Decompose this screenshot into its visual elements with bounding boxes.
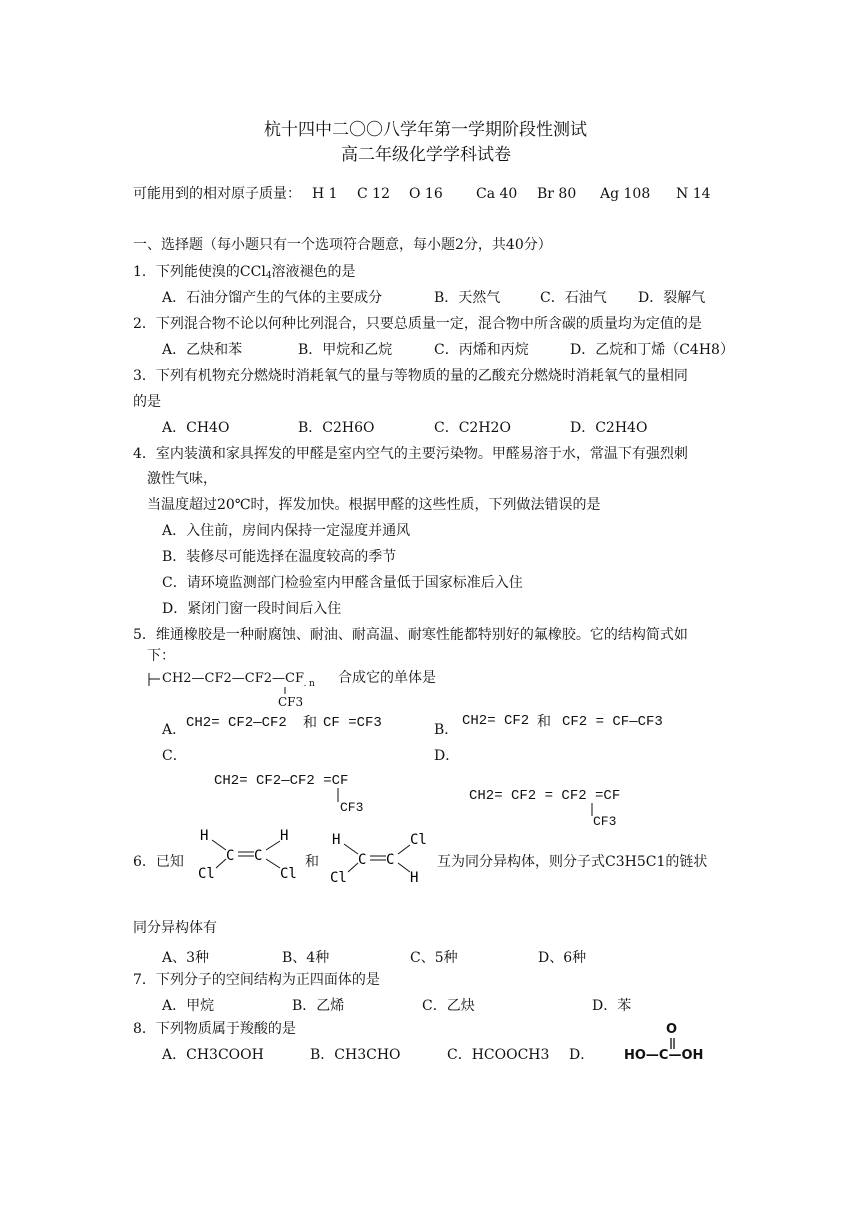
q3-stem-line1: 3．下列有机物充分燃烧时消耗氧气的量与等物质的量的乙酸充分燃烧时消耗氧气的量相同 <box>133 368 688 384</box>
q4-stem-line2: 激性气味， <box>147 471 217 487</box>
q1-option-d: D．裂解气 <box>638 290 706 306</box>
q4-option-c: C．请环境监测部门检验室内甲醛含量低于国家标准后入住 <box>162 575 523 591</box>
svg-text:H: H <box>332 832 341 848</box>
q5-option-a-and: 和 <box>303 715 317 731</box>
atomic-mass-o: O 16 <box>409 186 443 202</box>
q2-option-c: C．丙烯和丙烷 <box>434 342 529 358</box>
q5-option-b-label: B． <box>434 722 459 738</box>
atomic-mass-br: Br 80 <box>537 186 577 202</box>
svg-text:C: C <box>254 848 263 864</box>
svg-text:Cl: Cl <box>280 866 297 882</box>
q7-option-a: A．甲烷 <box>162 998 215 1014</box>
q8-option-c: C．HCOOCH3 <box>447 1047 550 1063</box>
atomic-mass-ca: Ca 40 <box>476 186 518 202</box>
q8-option-d-formula: HO—C—OH <box>624 1048 704 1063</box>
q1-option-c: C．石油气 <box>540 290 607 306</box>
q6-prefix: 6．已知 <box>133 854 184 870</box>
q3-option-c: C．C2H2O <box>434 420 511 436</box>
q5-option-d-formula: CH2= CF2 = CF2 =CF <box>469 788 621 804</box>
q5-option-c-branch: CF3 <box>340 800 364 815</box>
q6-trans-structure <box>328 830 436 890</box>
atomic-mass-ag: Ag 108 <box>600 186 651 202</box>
q5-option-a-formula1: CH2= CF2—CF2 <box>186 715 287 731</box>
svg-text:H: H <box>280 828 289 844</box>
q5-stem-line1: 5．维通橡胶是一种耐腐蚀、耐油、耐高温、耐寒性能都特别好的氟橡胶。它的结构简式如 <box>133 627 688 643</box>
q4-option-d: D．紧闭门窗一段时间后入住 <box>162 601 342 617</box>
q6-option-c: C、5种 <box>410 950 458 966</box>
q5-option-a-formula2: CF =CF3 <box>323 715 382 731</box>
q6-option-d: D、6种 <box>538 950 587 966</box>
svg-text:H: H <box>410 870 419 886</box>
q3-option-b: B．C2H6O <box>298 420 375 436</box>
svg-text:Cl: Cl <box>410 832 427 848</box>
q6-stem-line2: 同分异构体有 <box>133 920 217 936</box>
q5-option-c-formula: CH2= CF2—CF2 =CF <box>214 773 349 789</box>
atomic-mass-n: N 14 <box>676 186 711 202</box>
q4-option-a: A．入住前，房间内保持一定湿度并通风 <box>162 523 411 539</box>
q5-option-b-formula1: CH2= CF2 <box>462 713 530 729</box>
q4-stem-line3: 当温度超过20℃时，挥发加快。根据甲醛的这些性质，下列做法错误的是 <box>147 497 601 513</box>
q5-option-d-branch: CF3 <box>593 814 617 829</box>
q1-option-b: B．天然气 <box>434 290 501 306</box>
q2-stem: 2．下列混合物不论以何种比列混合，只要总质量一定，混合物中所含碳的质量均为定值的是 <box>133 316 702 332</box>
q5-monomer-question: 合成它的单体是 <box>338 670 436 686</box>
q6-cis-structure <box>196 826 306 886</box>
q7-option-b: B．乙烯 <box>292 998 345 1014</box>
q7-stem: 7．下列分子的空间结构为正四面体的是 <box>133 972 380 988</box>
svg-text:Cl: Cl <box>330 870 347 886</box>
q1-stem: 1．下列能使溴的CCl$_4$溶液褪色的是 <box>133 264 356 281</box>
svg-text:C: C <box>358 852 367 868</box>
q8-option-a: A．CH3COOH <box>162 1047 264 1063</box>
q7-option-c: C．乙炔 <box>422 998 475 1014</box>
q6-suffix: 互为同分异构体，则分子式C3H5C1的链状 <box>437 854 708 870</box>
q5-polymer-chain: CH2—CF2—CF2—CF <box>162 671 304 686</box>
q5-option-b-and: 和 <box>537 714 551 730</box>
q3-option-a: A．CH4O <box>162 420 230 436</box>
svg-text:C: C <box>226 848 235 864</box>
q3-stem-line2: 的是 <box>133 394 161 410</box>
q5-option-d-label: D． <box>434 748 460 764</box>
q5-stem-line2: 下： <box>147 648 175 664</box>
q2-option-d: D．乙烷和丁烯（C4H8） <box>570 342 734 358</box>
q8-stem: 8．下列物质属于羧酸的是 <box>133 1021 296 1037</box>
q5-option-a-label: A． <box>162 722 187 738</box>
q8-option-d-oxygen: O <box>666 1022 678 1037</box>
svg-text:Cl: Cl <box>198 866 215 882</box>
q6-and: 和 <box>305 854 319 870</box>
atomic-mass-h: H 1 <box>312 186 338 202</box>
section-heading: 一、选择题（每小题只有一个选项符合题意，每小题2分，共40分） <box>133 237 552 253</box>
q6-option-b: B、4种 <box>282 950 330 966</box>
q1-option-a: A．石油分馏产生的气体的主要成分 <box>162 290 383 306</box>
q5-polymer-n: n <box>309 679 315 689</box>
q2-option-b: B．甲烷和乙烷 <box>298 342 393 358</box>
q2-option-a: A．乙炔和苯 <box>162 342 243 358</box>
q8-option-b: B．CH3CHO <box>310 1047 401 1063</box>
atomic-mass-c: C 12 <box>357 186 390 202</box>
svg-text:C: C <box>386 852 395 868</box>
exam-title: 杭十四中二〇〇八学年第一学期阶段性测试 <box>264 120 587 140</box>
q5-polymer-branch: CF3 <box>278 695 304 709</box>
q7-option-d: D．苯 <box>592 998 632 1014</box>
atomic-mass-label: 可能用到的相对原子质量： <box>133 186 301 202</box>
q5-option-c-label: C． <box>162 748 187 764</box>
q4-stem-line1: 4．室内装潢和家具挥发的甲醛是室内空气的主要污染物。甲醛易溶于水，常温下有强烈刺 <box>133 446 688 462</box>
svg-text:H: H <box>200 828 209 844</box>
q4-option-b: B．装修尽可能选择在温度较高的季节 <box>162 549 397 565</box>
exam-subtitle: 高二年级化学学科试卷 <box>341 145 511 165</box>
q8-option-d: D． <box>569 1047 595 1063</box>
q6-option-a: A、3种 <box>162 950 210 966</box>
q5-option-b-formula2: CF2 = CF—CF3 <box>562 714 663 730</box>
q3-option-d: D．C2H4O <box>570 420 648 436</box>
